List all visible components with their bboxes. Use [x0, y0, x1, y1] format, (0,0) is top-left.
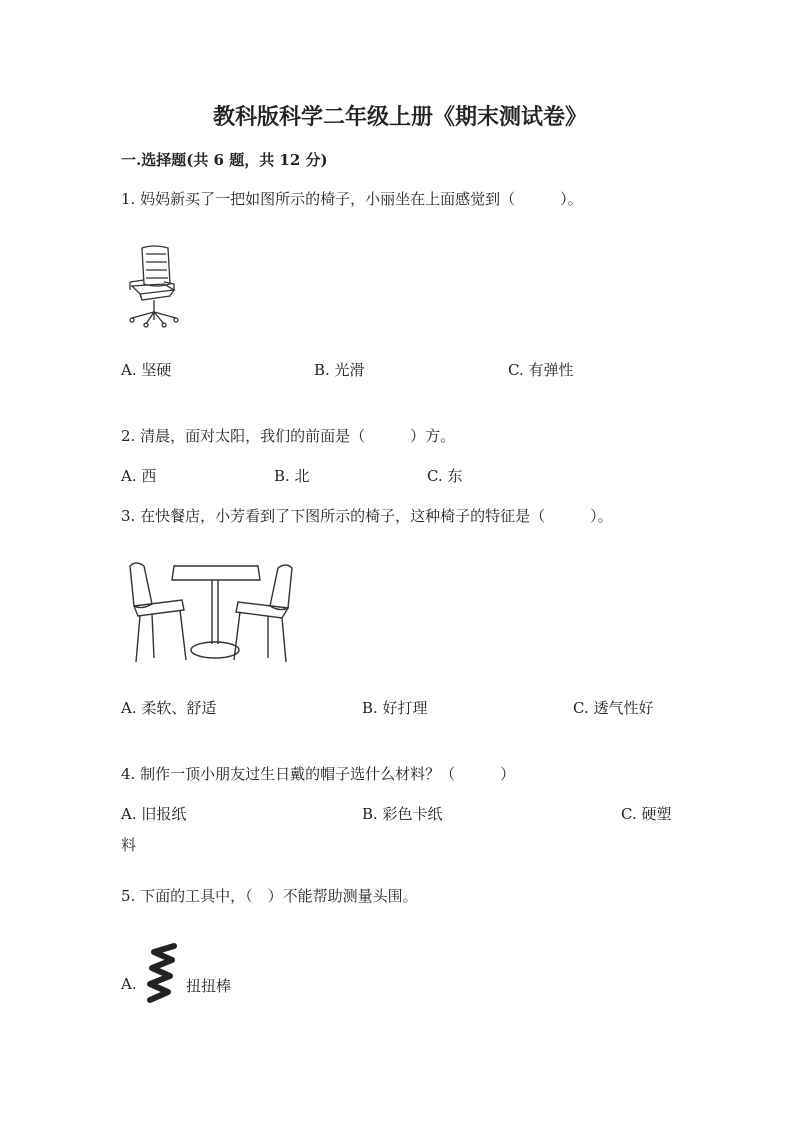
q3-option-c[interactable]: C. 透气性好 — [573, 699, 654, 717]
question-1-text: 1. 妈妈新买了一把如图所示的椅子，小丽坐在上面感觉到（ ）。 — [121, 190, 583, 208]
question-4-text: 4. 制作一顶小朋友过生日戴的帽子选什么材料？（ ） — [121, 765, 516, 783]
q4-option-b[interactable]: B. 彩色卡纸 — [362, 805, 443, 823]
question-2-text: 2. 清晨，面对太阳，我们的前面是（ ）方。 — [121, 427, 456, 445]
question-5-text: 5. 下面的工具中，（ ）不能帮助测量头围。 — [121, 887, 418, 905]
q1-option-b[interactable]: B. 光滑 — [314, 361, 365, 379]
q3-option-a[interactable]: A. 柔软、舒适 — [121, 699, 217, 717]
page-title: 教科版科学二年级上册《期末测试卷》 — [212, 104, 587, 130]
q4-option-a[interactable]: A. 旧报纸 — [121, 805, 187, 823]
q1-option-a[interactable]: A. 坚硬 — [121, 361, 172, 379]
q5-option-a[interactable]: A. — [121, 975, 137, 993]
q2-option-c[interactable]: C. 东 — [427, 467, 463, 485]
section-heading: 一.选择题(共 6 题，共 12 分) — [121, 151, 328, 169]
q3-option-b[interactable]: B. 好打理 — [362, 699, 428, 717]
question-3-text: 3. 在快餐店，小芳看到了下图所示的椅子，这种椅子的特征是（ ）。 — [121, 507, 613, 525]
table-chairs-image — [122, 558, 302, 666]
q5-option-a-label: 扭扭棒 — [186, 977, 232, 995]
q4-option-c-wrap: 料 — [121, 836, 137, 854]
q2-option-a[interactable]: A. 西 — [121, 467, 157, 485]
pipe-cleaner-image — [142, 940, 182, 1010]
q1-option-c[interactable]: C. 有弹性 — [508, 361, 574, 379]
q2-option-b[interactable]: B. 北 — [274, 467, 310, 485]
q4-option-c[interactable]: C. 硬塑 — [621, 805, 672, 823]
office-chair-image — [124, 244, 180, 328]
